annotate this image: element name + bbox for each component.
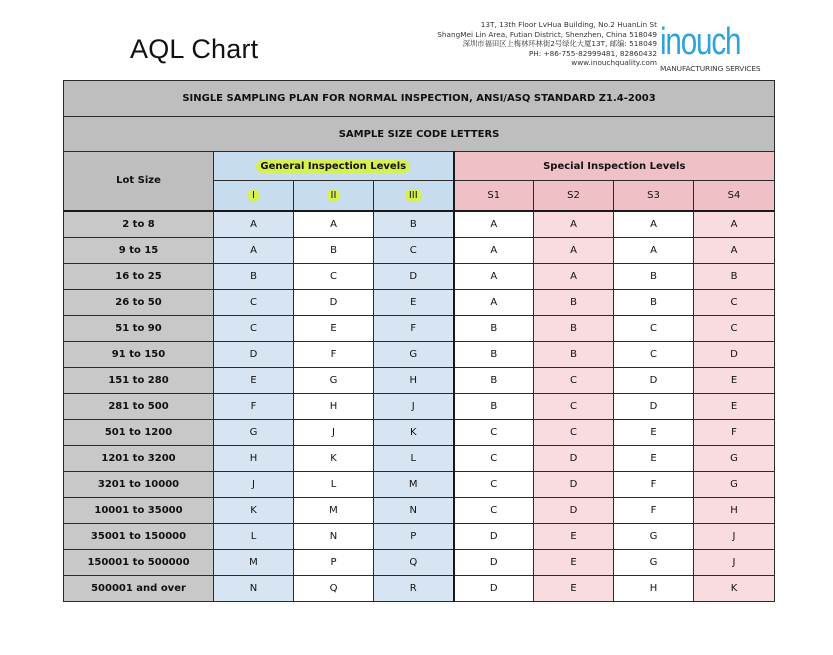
code-letter-cell: A <box>294 211 374 238</box>
code-letter-cell: J <box>694 523 775 549</box>
lot-size-cell: 2 to 8 <box>64 211 214 238</box>
address-line: PH: +86-755-82999481, 82860432 <box>528 48 657 58</box>
code-letter-cell: A <box>614 211 694 238</box>
code-letter-cell: B <box>694 263 775 289</box>
table-row <box>64 497 775 523</box>
level-header-S2: S2 <box>534 181 614 211</box>
lot-size-cell: 51 to 90 <box>64 315 214 341</box>
code-letter-cell: E <box>214 367 294 393</box>
special-levels-header: Special Inspection Levels <box>454 152 775 181</box>
company-address <box>437 20 657 68</box>
lot-size-cell: 281 to 500 <box>64 393 214 419</box>
code-letter-cell: H <box>614 575 694 601</box>
code-letter-cell: C <box>294 263 374 289</box>
code-letter-cell: B <box>454 341 534 367</box>
lot-size-cell: 26 to 50 <box>64 289 214 315</box>
level-header-S1: S1 <box>454 181 534 211</box>
code-letter-cell: B <box>374 211 454 238</box>
address-line: www.inouchquality.com <box>571 58 657 68</box>
code-letter-cell: B <box>614 289 694 315</box>
table-row <box>64 523 775 549</box>
code-letter-cell: E <box>534 549 614 575</box>
code-letter-cell: E <box>614 445 694 471</box>
code-letter-cell: A <box>694 211 775 238</box>
table-row <box>64 419 775 445</box>
table-row <box>64 341 775 367</box>
table-row <box>64 315 775 341</box>
code-letter-cell: C <box>694 315 775 341</box>
table-row <box>64 445 775 471</box>
code-letter-cell: C <box>454 497 534 523</box>
level-header-II <box>294 181 374 211</box>
code-letter-cell: E <box>614 419 694 445</box>
address-line: 深圳市福田区上梅林环林街2号绿化大厦13T, 邮编: 518049 <box>462 39 657 49</box>
code-letter-cell: M <box>374 471 454 497</box>
lot-size-cell: 500001 and over <box>64 575 214 601</box>
code-letter-cell: N <box>214 575 294 601</box>
aql-table <box>63 80 775 602</box>
code-letter-cell: C <box>454 445 534 471</box>
code-letter-cell: F <box>694 419 775 445</box>
code-letter-cell: L <box>214 523 294 549</box>
level-label: I <box>248 189 259 202</box>
level-header-S4: S4 <box>694 181 775 211</box>
code-letter-cell: C <box>534 419 614 445</box>
code-letter-cell: Q <box>294 575 374 601</box>
code-letter-cell: E <box>374 289 454 315</box>
code-letter-cell: D <box>614 393 694 419</box>
code-letter-cell: A <box>454 263 534 289</box>
code-letter-cell: J <box>694 549 775 575</box>
code-letter-cell: D <box>454 549 534 575</box>
level-header-S3: S3 <box>614 181 694 211</box>
code-letter-cell: Q <box>374 549 454 575</box>
code-letter-cell: A <box>534 237 614 263</box>
page-title: AQL Chart <box>130 34 259 64</box>
lot-size-cell: 501 to 1200 <box>64 419 214 445</box>
code-letter-cell: N <box>374 497 454 523</box>
code-letter-cell: A <box>214 237 294 263</box>
code-letter-cell: F <box>614 471 694 497</box>
code-letter-cell: P <box>374 523 454 549</box>
code-letter-cell: J <box>214 471 294 497</box>
code-letter-cell: A <box>214 211 294 238</box>
code-letter-cell: B <box>534 289 614 315</box>
company-logo <box>660 20 775 76</box>
code-letter-cell: D <box>454 523 534 549</box>
table-row <box>64 393 775 419</box>
code-letter-cell: G <box>294 367 374 393</box>
logo-tagline: MANUFACTURING SERVICES <box>660 64 761 73</box>
lot-size-cell: 3201 to 10000 <box>64 471 214 497</box>
lot-size-cell: 151 to 280 <box>64 367 214 393</box>
code-letter-cell: B <box>454 315 534 341</box>
code-letter-cell: P <box>294 549 374 575</box>
table-row <box>64 471 775 497</box>
code-letter-cell: G <box>374 341 454 367</box>
code-letter-cell: B <box>294 237 374 263</box>
code-letter-cell: E <box>694 393 775 419</box>
code-letter-cell: H <box>694 497 775 523</box>
code-letter-cell: H <box>374 367 454 393</box>
code-letter-cell: B <box>454 367 534 393</box>
general-levels-header-label: General Inspection Levels <box>256 160 410 173</box>
code-letter-cell: F <box>614 497 694 523</box>
table-row <box>64 367 775 393</box>
code-letter-cell: C <box>614 341 694 367</box>
code-letter-cell: D <box>614 367 694 393</box>
code-letter-cell: H <box>294 393 374 419</box>
code-letter-cell: G <box>214 419 294 445</box>
code-letter-cell: K <box>214 497 294 523</box>
code-letter-cell: B <box>614 263 694 289</box>
table-row <box>64 549 775 575</box>
code-letter-cell: C <box>374 237 454 263</box>
code-letter-cell: A <box>534 211 614 238</box>
code-letter-cell: J <box>374 393 454 419</box>
code-letter-cell: C <box>454 471 534 497</box>
level-header-III <box>374 181 454 211</box>
code-letter-cell: B <box>534 341 614 367</box>
code-letter-cell: A <box>694 237 775 263</box>
code-letter-cell: A <box>454 237 534 263</box>
lot-size-cell: 16 to 25 <box>64 263 214 289</box>
code-letter-cell: J <box>294 419 374 445</box>
code-letter-cell: H <box>214 445 294 471</box>
table-row <box>64 263 775 289</box>
code-letter-cell: E <box>694 367 775 393</box>
code-letter-cell: B <box>454 393 534 419</box>
address-line: 13T, 13th Floor LvHua Building, No.2 HuanLin St <box>480 20 657 29</box>
code-letter-cell: A <box>454 211 534 238</box>
code-letter-cell: G <box>694 445 775 471</box>
code-letter-cell: E <box>534 575 614 601</box>
code-letter-cell: C <box>534 367 614 393</box>
code-letter-cell: C <box>454 419 534 445</box>
code-letter-cell: K <box>294 445 374 471</box>
table-row <box>64 575 775 601</box>
code-letter-cell: B <box>214 263 294 289</box>
code-letter-cell: G <box>614 549 694 575</box>
code-letter-cell: L <box>374 445 454 471</box>
code-letter-cell: F <box>374 315 454 341</box>
lot-size-cell: 9 to 15 <box>64 237 214 263</box>
code-letter-cell: K <box>374 419 454 445</box>
code-letter-cell: F <box>294 341 374 367</box>
lot-size-header: Lot Size <box>64 152 214 211</box>
address-line: ShangMei Lin Area, Futian District, Shenzhen, China 518049 <box>437 29 657 39</box>
table-banner-subtitle: SAMPLE SIZE CODE LETTERS <box>64 117 775 152</box>
code-letter-cell: E <box>534 523 614 549</box>
code-letter-cell: D <box>534 497 614 523</box>
code-letter-cell: A <box>534 263 614 289</box>
table-banner-title: SINGLE SAMPLING PLAN FOR NORMAL INSPECTION, ANSI/ASQ STANDARD Z1.4-2003 <box>64 81 775 117</box>
table-row <box>64 289 775 315</box>
code-letter-cell: D <box>534 471 614 497</box>
code-letter-cell: C <box>214 289 294 315</box>
code-letter-cell: C <box>534 393 614 419</box>
general-levels-header <box>214 152 454 181</box>
code-letter-cell: G <box>614 523 694 549</box>
level-label: II <box>327 189 341 202</box>
code-letter-cell: C <box>214 315 294 341</box>
code-letter-cell: C <box>614 315 694 341</box>
code-letter-cell: M <box>294 497 374 523</box>
code-letter-cell: D <box>214 341 294 367</box>
code-letter-cell: G <box>694 471 775 497</box>
code-letter-cell: D <box>454 575 534 601</box>
code-letter-cell: D <box>294 289 374 315</box>
code-letter-cell: A <box>614 237 694 263</box>
code-letter-cell: F <box>214 393 294 419</box>
table-row <box>64 237 775 263</box>
code-letter-cell: C <box>694 289 775 315</box>
lot-size-cell: 1201 to 3200 <box>64 445 214 471</box>
level-header-I <box>214 181 294 211</box>
logo-wordmark: inouch <box>660 21 741 63</box>
code-letter-cell: D <box>374 263 454 289</box>
code-letter-cell: R <box>374 575 454 601</box>
lot-size-cell: 35001 to 150000 <box>64 523 214 549</box>
lot-size-cell: 150001 to 500000 <box>64 549 214 575</box>
code-letter-cell: K <box>694 575 775 601</box>
code-letter-cell: B <box>534 315 614 341</box>
code-letter-cell: D <box>534 445 614 471</box>
code-letter-cell: L <box>294 471 374 497</box>
lot-size-cell: 10001 to 35000 <box>64 497 214 523</box>
code-letter-cell: A <box>454 289 534 315</box>
level-label: III <box>405 189 422 202</box>
code-letter-cell: D <box>694 341 775 367</box>
code-letter-cell: M <box>214 549 294 575</box>
code-letter-cell: N <box>294 523 374 549</box>
lot-size-cell: 91 to 150 <box>64 341 214 367</box>
code-letter-cell: E <box>294 315 374 341</box>
table-row <box>64 211 775 238</box>
